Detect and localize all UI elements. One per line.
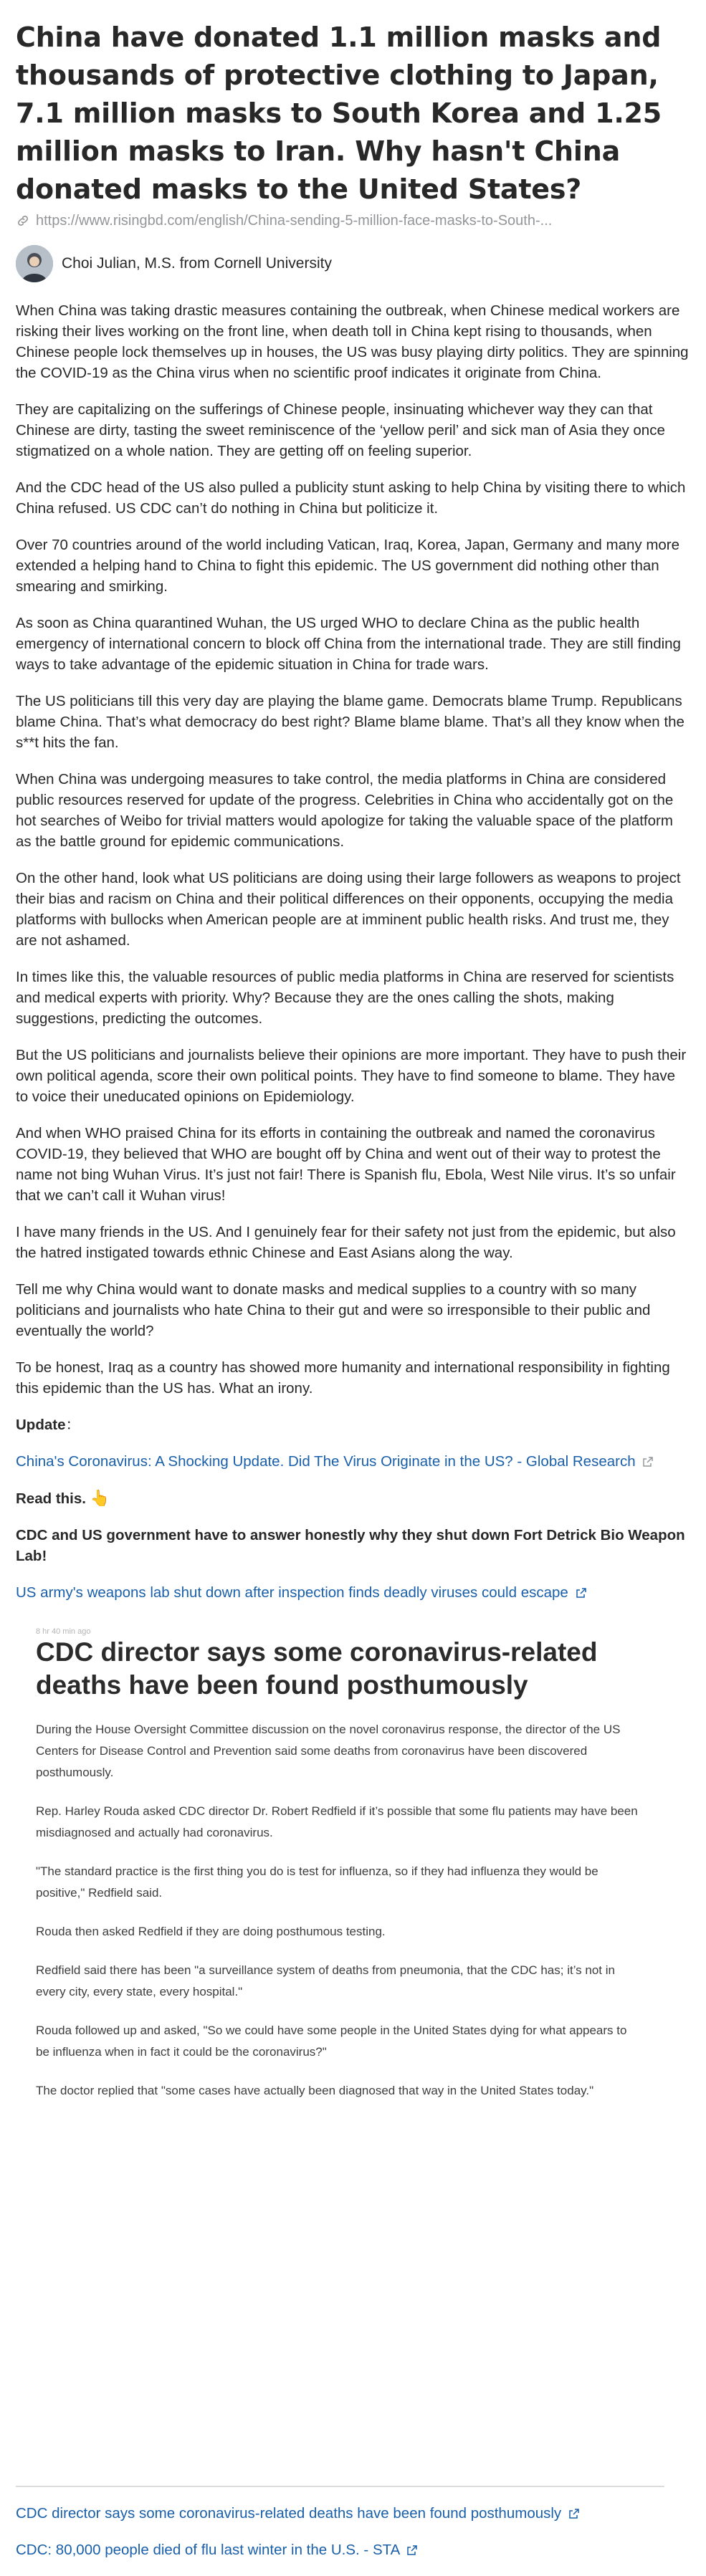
figure-paragraph: Rouda then asked Redfield if they are doing posthumous testing. [36, 1925, 386, 1938]
external-link-icon[interactable] [406, 2544, 418, 2556]
figure-paragraph: The doctor replied that "some cases have actually been diagnosed that way in the United States today." [36, 2084, 594, 2097]
read-this-label: Read this. [16, 1490, 86, 1507]
external-link-icon[interactable] [576, 1587, 587, 1599]
cdc-posthumous-link-row [16, 2503, 690, 2524]
update-label-row [16, 1414, 690, 1435]
external-link-icon[interactable] [568, 2508, 580, 2519]
sta-link-row [16, 2539, 690, 2560]
answer-paragraph: As soon as China quarantined Wuhan, the US urged WHO to declare China as the public health emergency of international concern to block off China from the international trade. They are still finding ways to take advantage of the epidemic situation in China for trade wars. [16, 615, 681, 673]
figure-paragraph: Redfield said there has been "a surveillance system of deaths from pneumonia, that the CDC has; it’s not in every city, every state, every hospital." [36, 1963, 615, 1998]
avatar-image [16, 245, 53, 282]
global-research-link[interactable]: China's Coronavirus: A Shocking Update. Did The Virus Originate in the US? - Global Research [16, 1453, 636, 1470]
answer-page [16, 0, 690, 2576]
answer-paragraph: But the US politicians and journalists believe their opinions are more important. They have to push their own political agenda, score their own political points. They have to find someone to blame. They have to voice their uneducated opinions on Epidemiology. [16, 1047, 687, 1105]
answer-paragraph: On the other hand, look what US politicians are doing using their large followers as weapons to project their bias and racism on China and their political differences on their opponents, occupying the media platforms with bullocks when American people are at imminent public health risks. And trust me, they are not ashamed. [16, 870, 681, 949]
global-research-link-row [16, 1451, 690, 1472]
answer-paragraph: I have many friends in the US. And I genuinely fear for their safety not just from the epidemic, but also the hatred instigated towards ethnic Chinese and East Asians along the way. [16, 1224, 676, 1261]
answer-paragraph: When China was taking drastic measures containing the outbreak, when Chinese medical workers are risking their lives working on the front line, when death toll in China kept rising to thousands, when Chinese people lock themselves up in houses, the US was busy playing dirty politics. They are spinning the COVID-19 as the China virus when no scientific proof indicates it originate from China. [16, 302, 689, 381]
answer-paragraph: And the CDC head of the US also pulled a publicity stunt asking to help China by visiting there to which China refused. US CDC can’t do nothing in China but politicize it. [16, 479, 686, 517]
sta-link[interactable]: CDC: 80,000 people died of flu last winter in the U.S. - STA [16, 2542, 400, 2558]
question-source[interactable] [16, 211, 690, 230]
cdc-posthumous-link[interactable]: CDC director says some coronavirus-related deaths have been found posthumously [16, 2505, 562, 2522]
answer-paragraph: The US politicians till this very day are playing the blame game. Democrats blame Trump. Republicans blame China. That’s what democracy do best right? Blame blame blame. That’s all they know when the s**t hits the fan. [16, 693, 684, 751]
external-link-icon[interactable] [642, 1456, 654, 1467]
figure-body [36, 1719, 638, 2119]
figure-paragraph: Rep. Harley Rouda asked CDC director Dr. Robert Redfield if it’s possible that some flu patients may have been misdiagnosed and actually had coronavirus. [36, 1804, 638, 1839]
avatar[interactable] [16, 245, 53, 282]
news-screenshot-image[interactable] [16, 1619, 664, 2487]
answer-paragraph: When China was undergoing measures to take control, the media platforms in China are considered public resources reserved for update of the progress. Celebrities in China who accidentally got on the hot searches of Weibo for trivial matters would apologize for taking the valuable space of the platform as the battle ground for epidemic communications. [16, 771, 674, 850]
author-name[interactable]: Choi Julian, M.S. from Cornell University [62, 255, 332, 272]
source-url[interactable]: https://www.risingbd.com/english/China-sending-5-million-face-masks-to-South-... [36, 212, 553, 229]
read-this-row [16, 1488, 690, 1509]
figure-headline: CDC director says some coronavirus-related deaths have been found posthumously [36, 1637, 598, 1700]
figure-paragraph: Rouda followed up and asked, "So we could have some people in the United States dying for what appears to be influenza when in fact it could be the coronavirus?" [36, 2024, 627, 2059]
answer-paragraph: And when WHO praised China for its efforts in containing the outbreak and named the coronavirus COVID-19, they believed that WHO are bought off by China and went out of their way to protest the name not bing Wuhan Virus. It’s just not fair! There is Spanish flu, Ebola, West Nile virus. It’s so unfair that we can’t call it Wuhan virus! [16, 1125, 676, 1204]
answer-paragraph: They are capitalizing on the sufferings of Chinese people, insinuating whichever way they can that Chinese are dirty, tasting the sweet reminiscence of the ‘yellow peril’ and sick man of Asia they once stigmatized on a whole nation. They are getting off on feeling superior. [16, 401, 665, 459]
answer-paragraph: Over 70 countries around of the world including Vatican, Iraq, Korea, Japan, Germany and many more extended a helping hand to China to fight this epidemic. The US government did nothing other than smearing and smirking. [16, 537, 680, 595]
update-colon: ： [65, 1417, 80, 1433]
question-title[interactable]: China have donated 1.1 million masks and thousands of protective clothing to Japan, 7.1 million masks to South Korea and 1.25 million masks to Iran. Why hasn't China donated masks to the United States? [16, 21, 662, 205]
answer-paragraph: To be honest, Iraq as a country has showed more humanity and international responsibility in fighting this epidemic than the US has. What an irony. [16, 1359, 670, 1397]
army-lab-link-row [16, 1582, 690, 1603]
pointing-up-icon: 👆 [90, 1489, 110, 1507]
answer-paragraph: Tell me why China would want to donate masks and medical supplies to a country with so many politicians and journalists who hate China to their gut and were so irresponsible to their public and eventually the world? [16, 1281, 651, 1339]
author-row [16, 244, 690, 283]
figure-paragraph: "The standard practice is the first thing you do is test for influenza, so if they had influenza they would be positive," Redfield said. [36, 1864, 598, 1900]
link-icon [16, 214, 30, 228]
figure-paragraph: During the House Oversight Committee discussion on the novel coronavirus response, the director of the US Centers for Disease Control and Prevention said some deaths from coronavirus have been discovered posthumously. [36, 1723, 621, 1779]
answer-body [16, 300, 690, 2560]
update-label: Update [16, 1417, 66, 1433]
fort-detrick-heading: CDC and US government have to answer honestly why they shut down Fort Detrick Bio Weapon Lab! [16, 1527, 685, 1564]
figure-timestamp: 8 hr 40 min ago [36, 1627, 91, 1636]
answer-paragraph: In times like this, the valuable resources of public media platforms in China are reserved for scientists and medical experts with priority. Why? Because they are the ones calling the shots, making suggestions, predicting the outcomes. [16, 969, 674, 1027]
army-lab-link[interactable]: US army's weapons lab shut down after inspection finds deadly viruses could escape [16, 1584, 568, 1601]
